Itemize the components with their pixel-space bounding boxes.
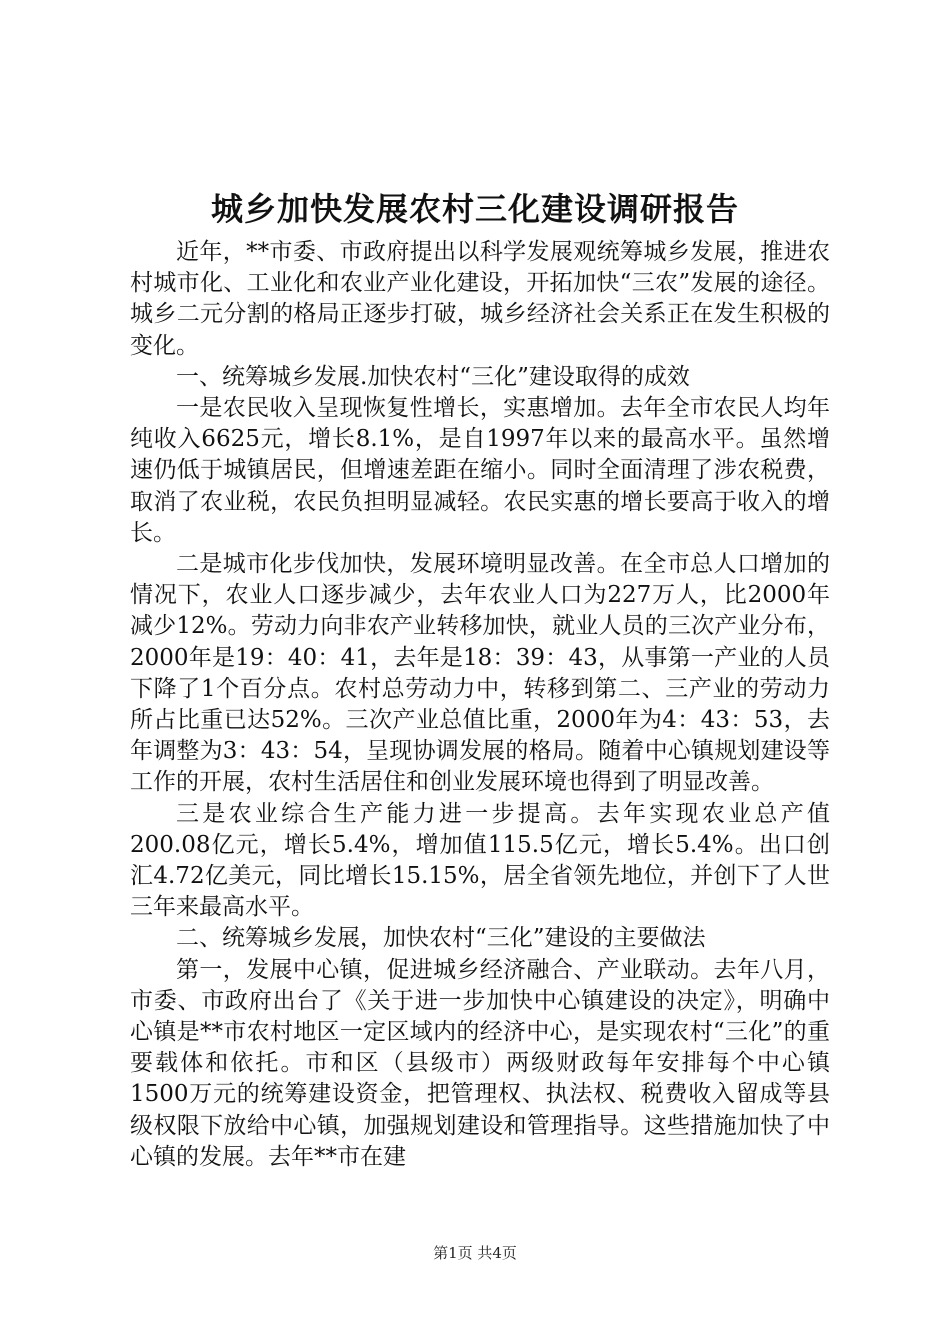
page-number-footer: 第1页 共4页 bbox=[433, 1244, 517, 1262]
document-body bbox=[130, 237, 830, 1173]
paragraph-income: 一是农民收入呈现恢复性增长，实惠增加。去年全市农民人均年纯收入6625元，增长8.1%，是自1997年以来的最高水平。虽然增速仍低于城镇居民，但增速差距在缩小。同时全面清理了涉农税费，取消了农业税，农民负担明显减轻。农民实惠的增长要高于收入的增长。 bbox=[130, 395, 830, 546]
paragraph-intro: 近年，**市委、市政府提出以科学发展观统筹城乡发展，推进农村城市化、工业化和农业产业化建设，开拓加快“三农”发展的途径。城乡二元分割的格局正逐步打破，城乡经济社会关系正在发生积极的变化。 bbox=[130, 239, 830, 359]
document-title: 城乡加快发展农村三化建设调研报告 bbox=[210, 190, 739, 228]
paragraph-agriculture: 三是农业综合生产能力进一步提高。去年实现农业总产值200.08亿元，增长5.4%，增加值115.5亿元，增长5.4%。出口创汇4.72亿美元，同比增长15.15%，居全省领先地位，并创下了人世三年来最高水平。 bbox=[130, 800, 830, 921]
paragraph-central-towns: 第一，发展中心镇，促进城乡经济融合、产业联动。去年八月，市委、市政府出台了《关于进一步加快中心镇建设的决定》，明确中心镇是**市农村地区一定区域内的经济中心，是实现农村“三化”的重要载体和依托。市和区（县级市）两级财政每年安排每个中心镇1500万元的统筹建设资金，把管理权、执法权、税费收入留成等县级权限下放给中心镇，加强规划建设和管理指导。这些措施加快了中心镇的发展。去年**市在建 bbox=[130, 956, 830, 1170]
section-heading-2: 二、统筹城乡发展，加快农村“三化”建设的主要做法 bbox=[176, 925, 706, 952]
section-heading-1: 一、统筹城乡发展.加快农村“三化”建设取得的成效 bbox=[176, 363, 690, 390]
paragraph-urbanization: 二是城市化步伐加快，发展环境明显改善。在全市总人口增加的情况下，农业人口逐步减少，去年农业人口为227万人，比2000年减少12%。劳动力向非农产业转移加快，就业人员的三次产业分布，2000年是19：40：41，去年是18：39：43，从事第一产业的人员下降了1个百分点。农村总劳动力中，转移到第二、三产业的劳动力所占比重已达52%。三次产业总值比重，2000年为4：43：53，去年调整为3：43：54，呈现协调发展的格局。随着中心镇规划建设等工作的开展，农村生活居住和创业发展环境也得到了明显改善。 bbox=[130, 551, 830, 796]
